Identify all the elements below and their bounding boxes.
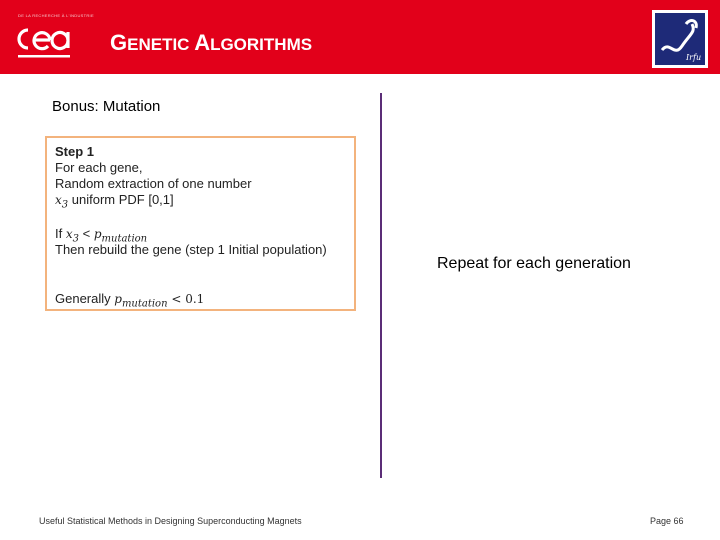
repeat-note: Repeat for each generation bbox=[437, 255, 631, 272]
slide-subtitle: Bonus: Mutation bbox=[52, 98, 161, 115]
step-line-uniform-pdf: $x_3$ uniform PDF [0,1] bbox=[55, 192, 174, 211]
irfu-logo bbox=[652, 10, 708, 68]
cea-logo bbox=[14, 22, 74, 60]
page-number: Page 66 bbox=[650, 516, 684, 526]
step-heading: Step 1 bbox=[55, 144, 95, 159]
slide-header bbox=[0, 0, 720, 74]
step-line-each-gene: For each gene, bbox=[55, 160, 143, 175]
step-line-generally: Generally $p_{mutation} < 0.1$ bbox=[55, 291, 205, 310]
step-line-random-extraction: Random extraction of one number bbox=[55, 176, 252, 191]
mutation-step-box bbox=[45, 136, 356, 311]
cea-tagline: DE LA RECHERCHE À L'INDUSTRIE bbox=[18, 13, 94, 18]
slide-title: GENETIC ALGORITHMS bbox=[110, 30, 313, 55]
footer-text: Useful Statistical Methods in Designing Superconducting Magnets bbox=[39, 516, 302, 526]
svg-text:Irfu: Irfu bbox=[686, 53, 702, 62]
step-line-condition: If $x_3 < p_{mutation}$ bbox=[55, 226, 148, 245]
vertical-divider bbox=[380, 93, 382, 478]
step-line-rebuild: Then rebuild the gene (step 1 Initial population) bbox=[55, 242, 327, 257]
